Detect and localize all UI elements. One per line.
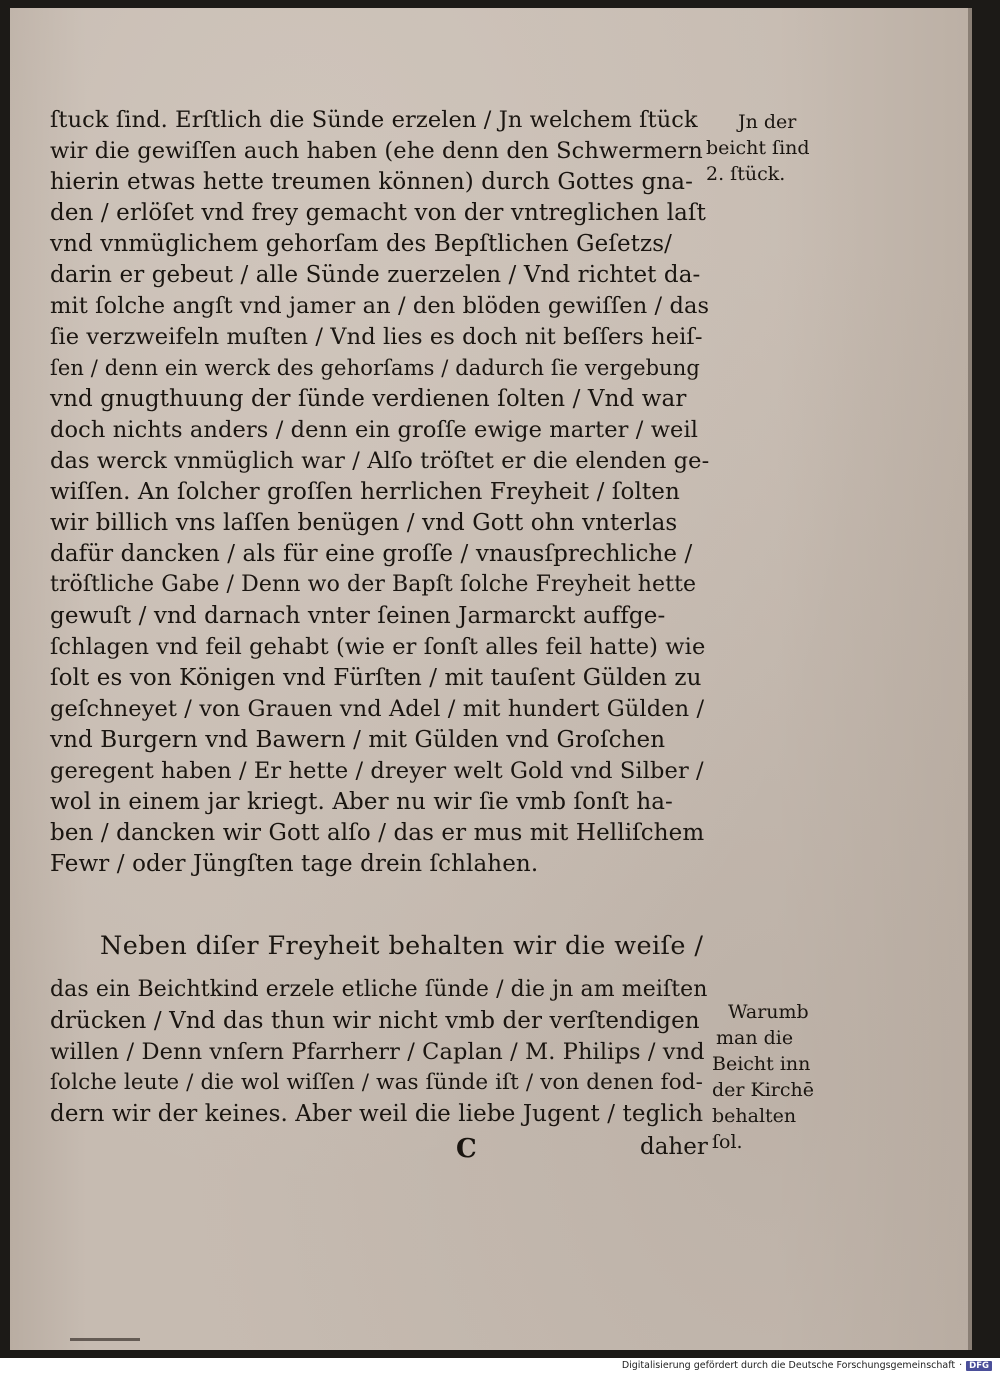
body-line: vnd Burgern vnd Bawern / mit Gülden vnd Groſchen (50, 727, 666, 753)
body-line: dern wir der keines. Aber weil die liebe Jugent / teglich (50, 1101, 704, 1127)
body-line: ſie verzweifeln muſten / Vnd lies es doch nit beſſers heiſ- (50, 324, 703, 350)
body-line: ben / dancken wir Gott alſo / das er mus mit Helliſchem (50, 820, 705, 846)
body-line: das werck vnmüglich war / Alſo tröſtet er die elenden ge- (50, 448, 710, 474)
margin-note-line: der Kirchē (712, 1079, 815, 1101)
body-line: geregent haben / Er hette / dreyer welt Gold vnd Silber / (50, 758, 704, 784)
body-line: willen / Denn vnſern Pfarrherr / Caplan / M. Philips / vnd (50, 1039, 705, 1065)
body-line: ſtuck ſind. Erſtlich die Sünde erzelen / Jn welchem ſtück (50, 107, 698, 133)
body-line: mit ſolche angſt vnd jamer an / den blöden gewiſſen / das (50, 293, 710, 319)
body-line: vnd vnmüglichem gehorſam des Bepſtlichen Geſetzs/ (50, 231, 672, 257)
footer (622, 1358, 992, 1373)
body-line: ſolche leute / die wol wiſſen / was ſünde iſt / von denen fod- (50, 1070, 703, 1095)
footer-separator: · (959, 1360, 963, 1371)
body-line: drücken / Vnd das thun wir nicht vmb der verſtendigen (50, 1008, 700, 1034)
footer-text: Digitalisierung gefördert durch die Deutsche Forschungsgemeinschaft (621, 1360, 956, 1371)
body-line: wol in einem jar kriegt. Aber nu wir ſie vmb ſonſt ha- (50, 789, 673, 815)
margin-note-line: Warumb (728, 1001, 809, 1023)
catchword: daher (640, 1134, 708, 1160)
body-line: wir billich vns laſſen benügen / vnd Gott ohn vnterlas (50, 510, 678, 536)
body-line: vnd gnugthuung der ſünde verdienen ſolten / Vnd war (50, 386, 687, 412)
body-line: wir die gewiſſen auch haben (ehe denn den Schwermern (50, 138, 703, 164)
body-line: ſolt es von Königen vnd Fürſten / mit tauſent Gülden zu (50, 665, 702, 691)
margin-note-line: ſol. (712, 1131, 743, 1153)
body-line: gewuſt / vnd darnach vnter ſeinen Jarmarckt auffge- (50, 603, 666, 629)
margin-note-line: 2. ſtück. (706, 163, 786, 185)
body-line: ſchlagen vnd feil gehabt (wie er ſonſt alles feil hatte) wie (50, 634, 706, 660)
body-line: hierin etwas hette treumen können) durch Gottes gna- (50, 169, 693, 195)
margin-note-line: Jn der (738, 111, 797, 133)
dfg-logo-icon: DFG (966, 1361, 992, 1371)
body-line: wiſſen. An ſolcher groſſen herrlichen Freyheit / ſolten (50, 479, 680, 505)
body-line: ſen / denn ein werck des gehorſams / dadurch ſie vergebung (50, 356, 700, 380)
body-line: das ein Beichtkind erzele etliche ſünde / die jn am meiſten (50, 977, 708, 1002)
page-edge-mark (70, 1338, 140, 1353)
margin-note-line: beicht ſind (706, 137, 810, 159)
body-line: geſchneyet / von Grauen vnd Adel / mit hundert Gülden / (50, 696, 705, 722)
body-line: Fewr / oder Jüngſten tage drein ſchlahen. (50, 851, 539, 877)
body-line: den / erlöſet vnd frey gemacht von der vntreglichen laſt (50, 200, 706, 226)
page-edge (968, 8, 972, 1350)
signature-mark: C (456, 1134, 477, 1164)
margin-note-line: Beicht inn (712, 1053, 811, 1075)
body-line: tröſtliche Gabe / Denn wo der Bapſt ſolche Freyheit hette (50, 572, 697, 597)
paragraph-opening-line: Neben diſer Freyheit behalten wir die weiſe / (100, 931, 704, 961)
body-line: dafür dancken / als für eine groſſe / vnausſprechliche / (50, 541, 693, 567)
margin-note-line: man die (716, 1027, 794, 1049)
margin-note-line: behalten (712, 1105, 797, 1127)
body-line: doch nichts anders / denn ein groſſe ewige marter / weil (50, 417, 699, 443)
body-line: darin er gebeut / alle Sünde zuerzelen / Vnd richtet da- (50, 262, 701, 288)
